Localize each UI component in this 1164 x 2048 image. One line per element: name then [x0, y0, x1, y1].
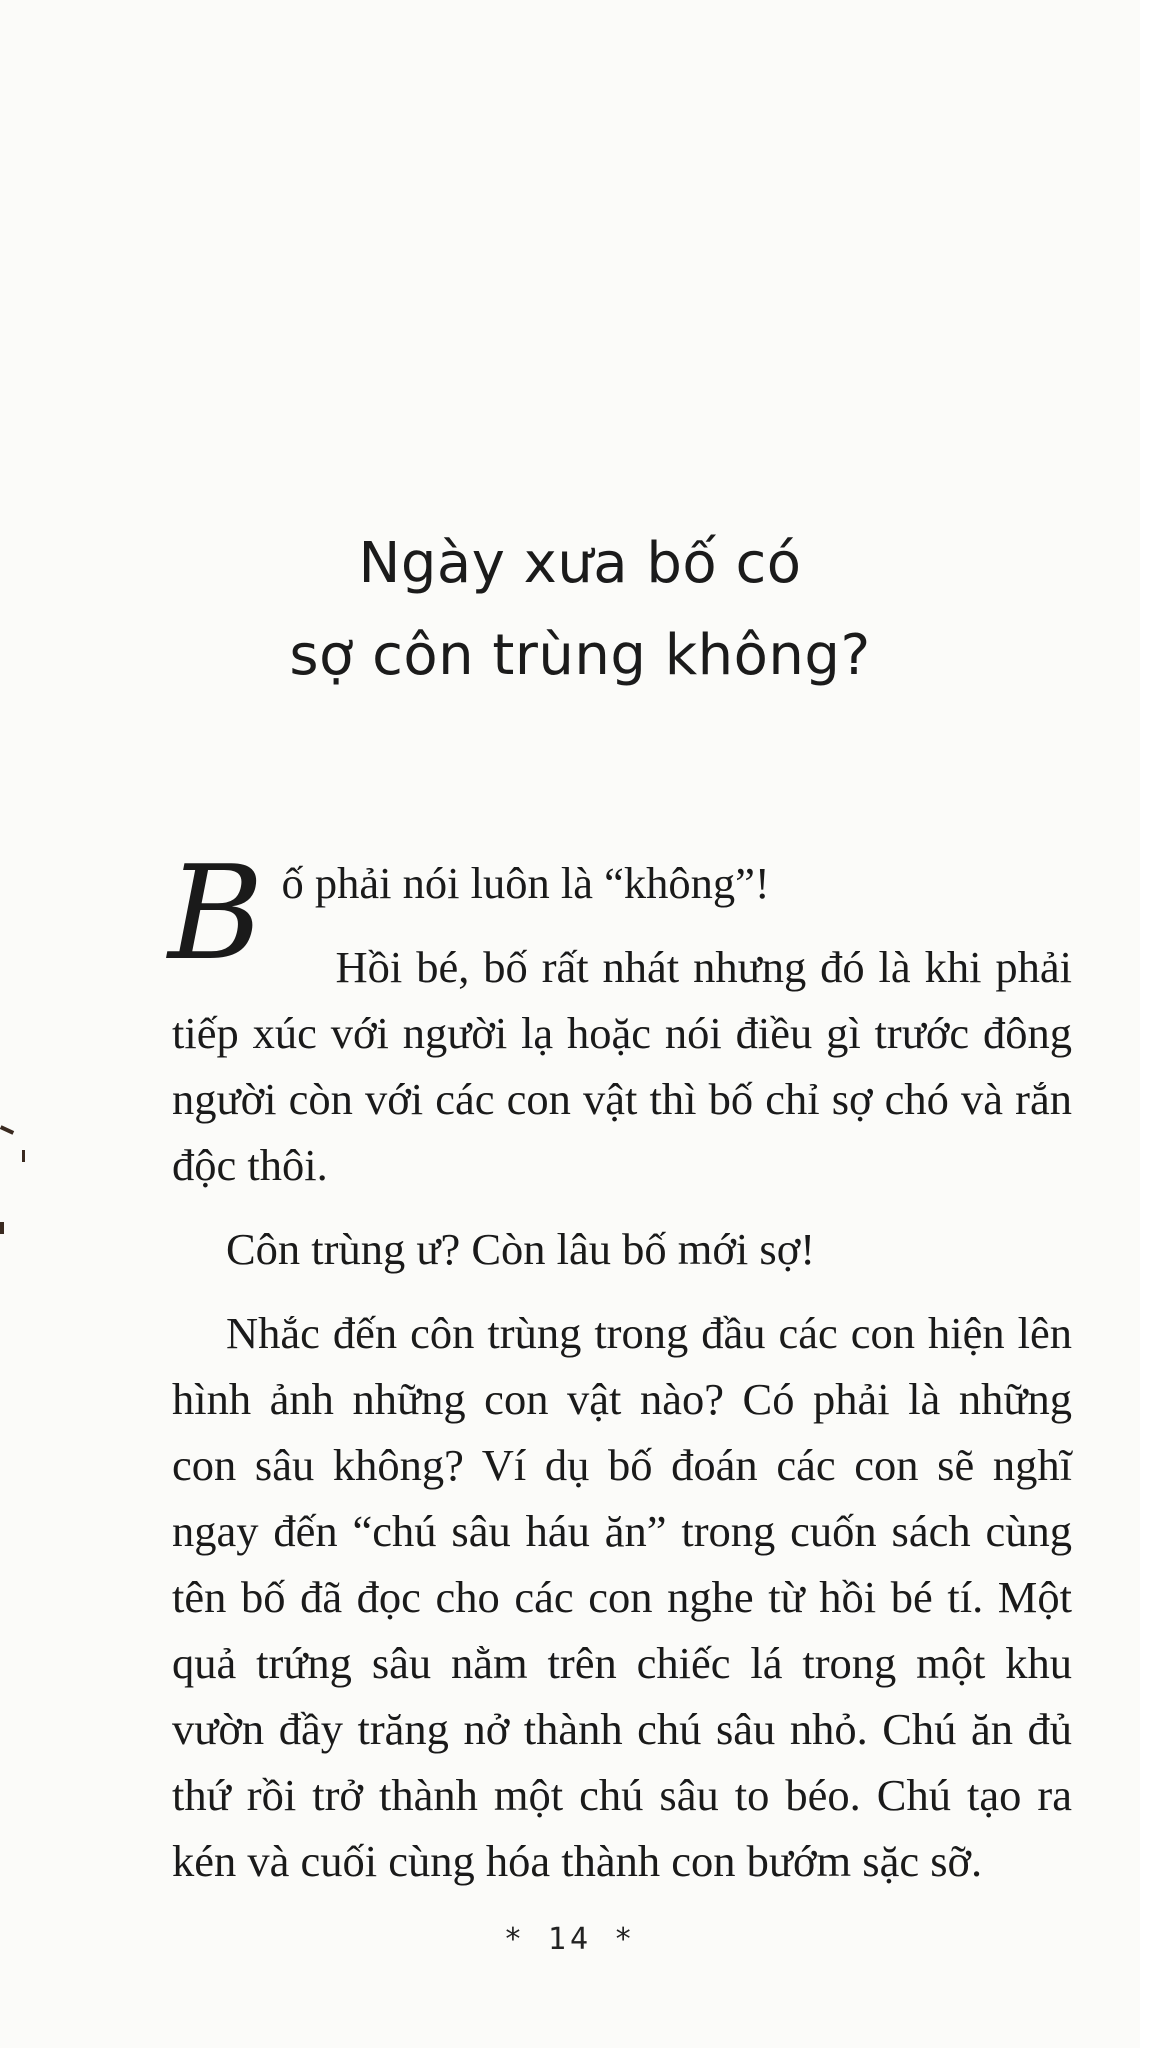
body-text: [168, 837, 1072, 1912]
page-edge: [1140, 0, 1164, 2048]
paragraph-3: Côn trùng ư? Còn lâu bố mới sợ!: [226, 1224, 816, 1274]
edge-mark: [0, 1125, 14, 1135]
page-number: * 14 *: [503, 1922, 637, 1957]
edge-mark: [22, 1150, 25, 1162]
paragraph-1: [168, 837, 1072, 989]
paragraph-2: Hồi bé, bố rất nhát nhưng đó là khi phải tiếp xúc với người lạ hoặc nói điều gì trước đông người còn với các con vật thì bố chỉ sợ chó và rắn độc thôi.: [172, 942, 1072, 1190]
bleed-through-text: [185, 168, 1140, 296]
edge-mark: [0, 1222, 4, 1234]
paragraph-4: Nhắc đến côn trùng trong đầu các con hiện lên hình ảnh những con vật nào? Có phải là những con sâu không? Ví dụ bố đoán các con sẽ nghĩ ngay đến “chú sâu háu ăn” trong cuốn sách cùng tên bố đã đọc cho các con nghe từ hồi bé tí. Một quả trứng sâu nằm trên chiếc lá trong một khu vườn đầy trăng nở thành chú sâu nhỏ. Chú ăn đủ thứ rồi trở thành một chú sâu to béo. Chú tạo ra kén và cuối cùng hóa thành con bướm sặc sỡ.: [172, 1308, 1072, 1886]
chapter-title: [150, 518, 1010, 702]
chapter-title-line-2: sợ côn trùng không?: [289, 623, 871, 688]
chapter-title-line-1: Ngày xưa bố có: [358, 531, 802, 596]
drop-cap: B: [168, 837, 264, 989]
paragraph-1-text: ố phải nói luôn là “không”!: [281, 858, 770, 908]
